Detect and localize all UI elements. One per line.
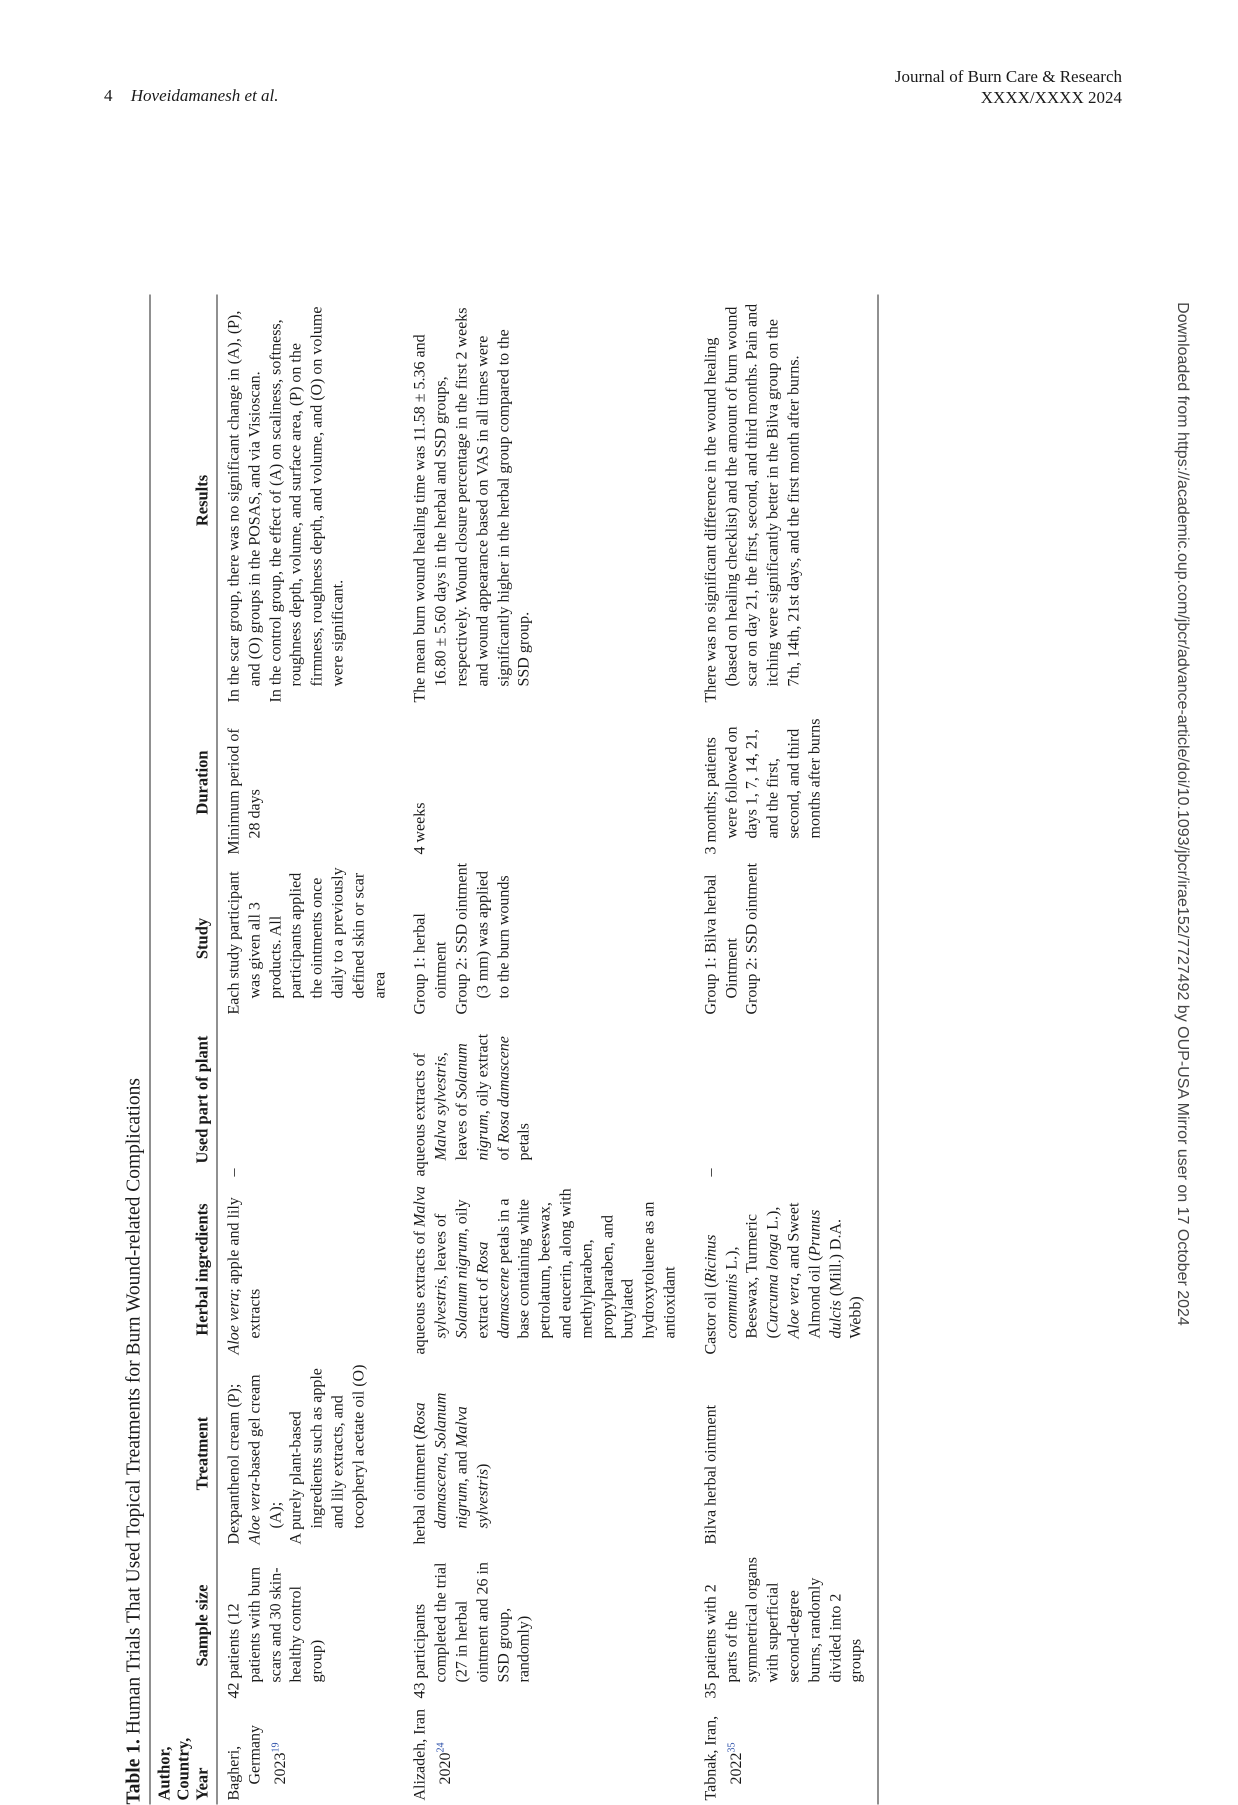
running-header-right — [895, 66, 1122, 108]
col-treatment: Treatment — [192, 1416, 212, 1491]
cell-sample-size: 43 participants completed the trial (27 in herbal ointment and 26 in SSD group, randomly) — [411, 1562, 533, 1699]
cell-study: Group 1: herbal ointment Group 2: SSD ointment (3 mm) was applied to the burn wounds — [411, 862, 513, 1015]
cell-used-part: – — [225, 1168, 243, 1177]
table-caption — [120, 295, 150, 1805]
cell-used-part: aqueous extracts of Malva sylvestris, leaves of Solanum nigrum, oily extract of Rosa damascene petals — [411, 1033, 533, 1177]
cell-author: Alizadeh, Iran 2020$^{24}$ — [411, 1708, 454, 1801]
table-caption-text: Human Trials That Used Topical Treatments for Burn Wound-related Complications — [123, 1078, 145, 1740]
cell-sample-size: 35 patients with 2 parts of the symmetrical organs with superficial second-degree burns, randomly divided into 2 groups — [702, 1557, 865, 1699]
citation-ref[interactable]: 19 — [270, 1742, 282, 1753]
cell-herbal-ingredients: Castor oil (Ricinus communis L.), Beeswax, Turmeric (Curcuma longa L.), Aloe vera, and Sweet Almond oil (Prunus dulcis (Mill.) D.A. Webb) — [702, 1202, 865, 1355]
rotated-table-page — [120, 295, 1085, 1805]
results-table — [151, 295, 878, 1805]
col-used-part: Used part of plant — [192, 1035, 212, 1164]
cell-duration: 3 months; patients were followed on days 1, 7, 14, 21, and the first, second, and third months after burns — [702, 718, 824, 855]
table-header-row — [151, 295, 217, 1805]
col-results: Results — [192, 474, 212, 527]
cell-treatment: Bilva herbal ointment — [702, 1404, 720, 1545]
col-duration: Duration — [192, 750, 212, 815]
cell-treatment: herbal ointment (Rosa damascena, Solanum nigrum, and Malva sylvestris) — [411, 1392, 492, 1545]
col-herbal-ingredients: Herbal ingredients — [192, 1203, 212, 1336]
journal-issue: XXXX/XXXX 2024 — [980, 88, 1122, 107]
citation-ref[interactable]: 35 — [726, 1742, 738, 1753]
table-row — [691, 295, 877, 1805]
cell-author: Tabnak, Iran, 2022$^{35}$ — [702, 1715, 745, 1801]
table-row — [218, 295, 401, 1805]
download-notice: Downloaded from https://academic.oup.com/jbcr/advance-article/doi/10.1093/jbcr/irae152/7727492 by OUP-USA Mirror user on 17 October 2024 — [1174, 302, 1191, 1326]
journal-name: Journal of Burn Care & Research — [894, 67, 1122, 86]
table-caption-label: Table 1. — [123, 1739, 145, 1805]
running-header-left — [104, 86, 279, 106]
col-study: Study — [192, 917, 212, 960]
table-bottom-rule — [878, 295, 879, 1805]
cell-duration: Minimum period of 28 days — [225, 728, 264, 855]
citation-ref[interactable]: 24 — [435, 1742, 447, 1753]
cell-study: Each study participant was given all 3 products. All participants applied the ointments once daily to a previously defined skin or scar area — [225, 867, 389, 1015]
cell-sample-size: 42 patients (12 patients with burn scars and 30 skin-healthy control group) — [225, 1566, 326, 1699]
running-authors: Hoveidamanesh et al. — [130, 86, 279, 105]
cell-used-part: – — [702, 1168, 720, 1177]
cell-treatment: Dexpanthenol cream (P); Aloe vera-based gel cream (A); A purely plant-based ingredients such as apple and lily extracts, and tocopheryl acetate oil (O) — [225, 1364, 368, 1545]
cell-herbal-ingredients: Aloe vera; apple and lily extracts — [225, 1197, 264, 1355]
col-sample-size: Sample size — [192, 1584, 212, 1667]
page-number: 4 — [104, 86, 113, 105]
col-author: Author, Country, Year — [154, 1737, 212, 1801]
cell-results: The mean burn wound healing time was 11.58 ± 5.36 and 16.80 ± 5.60 days in the herbal and SSD groups, respectively. Wound closure percentage in the first 2 weeks and wound appearance based on VAS in all times were significantly higher in the herbal group compared to the SSD group. — [411, 307, 533, 703]
cell-author: Bagheri, Germany 2023$^{19}$ — [225, 1724, 289, 1801]
table-row — [401, 295, 691, 1805]
cell-herbal-ingredients: aqueous extracts of Malva sylvestris, leaves of Solanum nigrum, oily extract of Rosa damascene petals in a base containing white petrolatum, beeswax, and eucerin, along with methylparaben, propylparaben, and butylated hydroxytoluene as an antioxidant — [411, 1186, 679, 1355]
cell-results: There was no significant difference in the wound healing (based on healing checklist) and the amount of burn wound scar on day 21, the first, second, and third months. Pain and itching were significantly better in the Bilva group on the 7th, 14th, 21st days, and the first month after burns. — [702, 303, 803, 703]
cell-study: Group 1: Bilva herbal Ointment Group 2: SSD ointment — [702, 862, 761, 1015]
cell-results: In the scar group, there was no significant change in (A), (P), and (O) groups in the POSAS, and via Visioscan. In the control group, the effect of (A) on scaliness, softness, roughness depth, volume, and surface area, (P) on the firmness, roughness depth, and volume, and (O) on volume were significant. — [225, 306, 347, 703]
cell-duration: 4 weeks — [411, 802, 429, 855]
